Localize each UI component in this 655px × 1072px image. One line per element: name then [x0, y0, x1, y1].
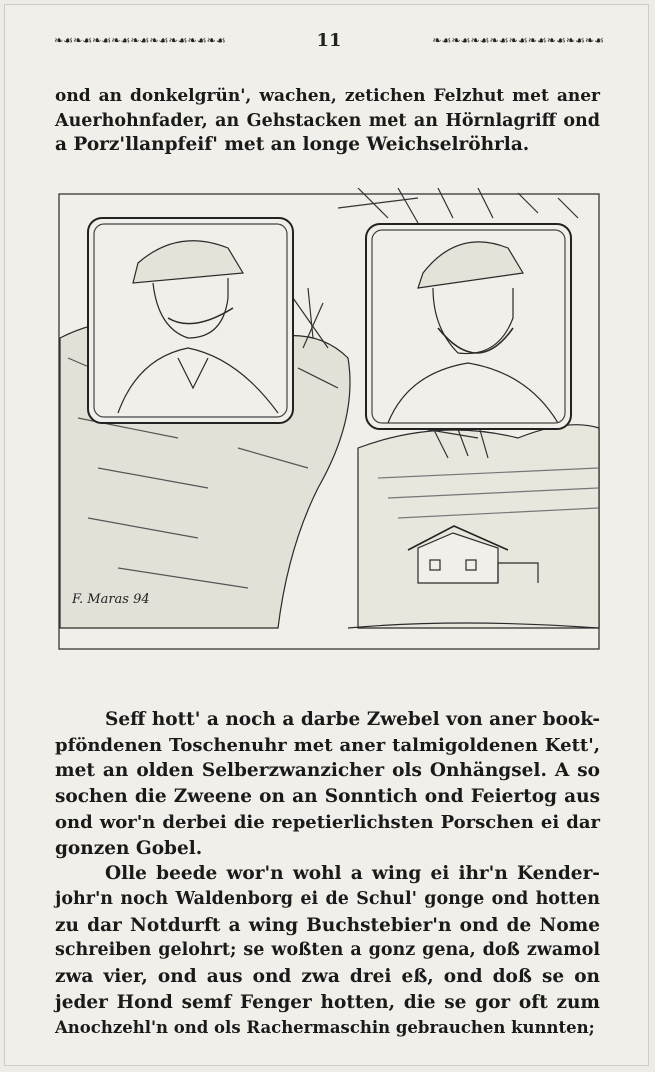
illustration — [58, 188, 600, 658]
text-line: schreiben gelohrt; se woßten a gonz gena, doß zwamol — [55, 940, 600, 961]
paragraph-2 — [55, 861, 600, 1041]
text-line: a Porz'llanpfeif' met an longe Weichselröhrla. — [55, 134, 530, 155]
pine-branch-top — [338, 188, 578, 223]
page-number: 11 — [316, 29, 342, 51]
text-line: johr'n noch Waldenborg ei de Schul' gonge ond hotten — [55, 888, 600, 909]
text-line: met an olden Selberzwanzicher ols Onhängsel. A so — [55, 760, 600, 782]
paragraph-1 — [55, 707, 600, 861]
header-ornament-left: ❧☙❧☙❧☙❧☙❧☙❧☙❧☙❧☙❧☙ — [54, 33, 226, 47]
top-paragraph — [55, 84, 600, 158]
header-ornament-right: ❧☙❧☙❧☙❧☙❧☙❧☙❧☙❧☙❧☙ — [432, 33, 604, 47]
text-line: sochen die Zweene on an Sonntich ond Feiertog aus — [55, 786, 600, 808]
text-line: pföndenen Toschenuhr met aner talmigoldenen Kett', — [55, 734, 600, 756]
text-line: jeder Hond semf Fenger hotten, die se gor oft zum — [55, 991, 600, 1013]
text-line: Seff hott' a noch a darbe Zwebel von aner book- — [105, 709, 600, 730]
page-header — [54, 26, 604, 54]
text-line: ond an donkelgrün', wachen, zetichen Felzhut met aner — [55, 86, 600, 106]
text-line: gonzen Gobel. — [55, 837, 203, 859]
text-line: Olle beede wor'n wohl a wing ei ihr'n Kender- — [105, 863, 600, 885]
text-line: ond wor'n derbei die repetierlichsten Porschen ei dar — [55, 811, 600, 833]
text-line: Anochzehl'n ond ols Rachermaschin gebrauchen kunnten; — [55, 1018, 595, 1038]
illustration-drawing — [58, 188, 600, 658]
text-line: zwa vier, ond aus ond zwa drei eß, ond doß se on — [55, 966, 600, 988]
background-hills — [358, 425, 599, 628]
text-line: zu dar Notdurft a wing Buchstebier'n ond de Nome — [55, 914, 600, 936]
text-line: Auerhohnfader, an Gehstacken met an Hörnlagriff ond — [55, 110, 600, 131]
artist-signature: F. Maras 94 — [72, 592, 150, 607]
body-text — [55, 707, 600, 1041]
